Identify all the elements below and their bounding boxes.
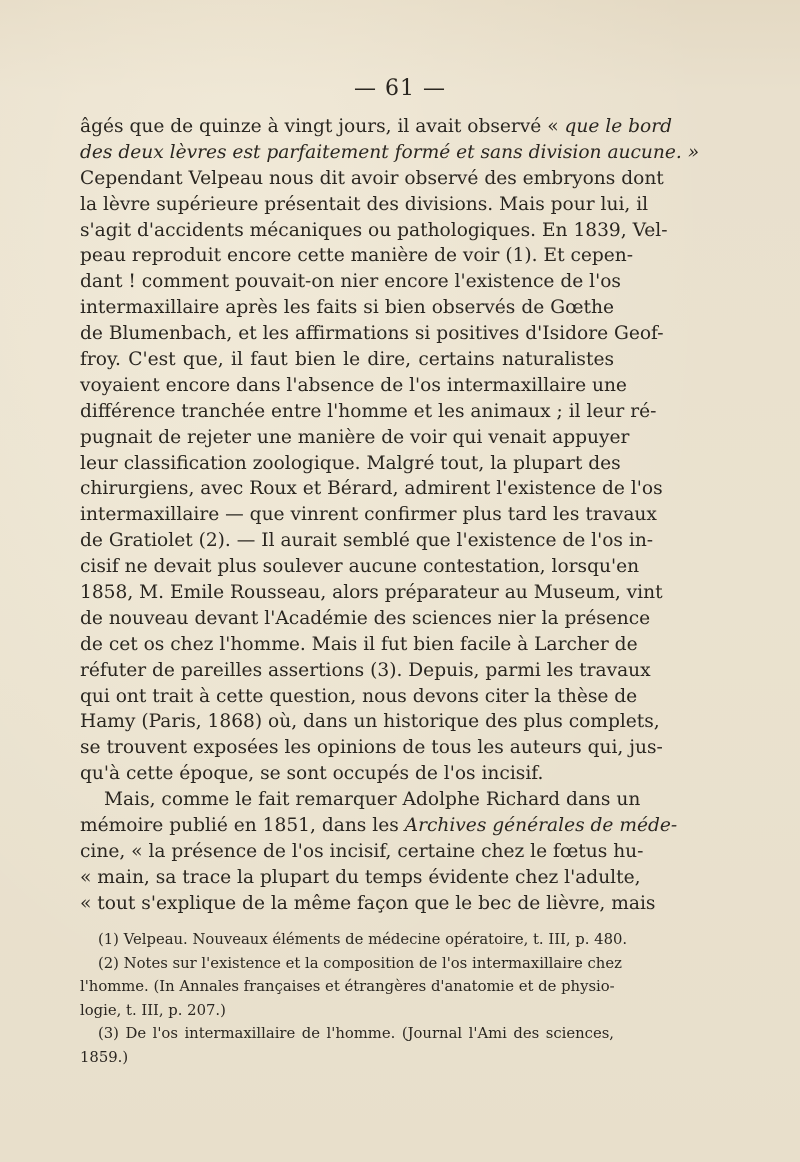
text-line: Hamy (Paris, 1868) où, dans un historique des plus complets,: [80, 711, 660, 733]
italic-segment: des deux lèvres est parfaitement formé et sans division aucune. »: [80, 141, 700, 163]
footnote-2-cont: l'homme. (In Annales françaises et étrangères d'anatomie et de physio-: [80, 978, 615, 996]
text-line: « main, sa trace la plupart du temps évidente chez l'adulte,: [80, 866, 641, 888]
italic-segment: que le bord: [564, 116, 673, 137]
text-line: leur classification zoologique. Malgré tout, la plupart des: [80, 452, 621, 474]
italic-segment: Archives générales de méde-: [404, 815, 678, 837]
text-line: de nouveau devant l'Académie des sciences nier la présence: [80, 607, 651, 629]
footnote-2-end: logie, t. III, p. 207.): [80, 1001, 226, 1019]
text-line: cisif ne devait plus soulever aucune contestation, lorsqu'en: [80, 556, 640, 578]
text-line: différence tranchée entre l'homme et les animaux ; il leur ré-: [80, 400, 657, 422]
text-line: voyaient encore dans l'absence de l'os intermaxillaire une: [80, 374, 627, 396]
text-line: qui ont trait à cette question, nous devons citer la thèse de: [80, 685, 638, 707]
main-text: [80, 114, 700, 917]
footnote-3: (3) De l'os intermaxillaire de l'homme. (Journal l'Ami des sciences,: [98, 1025, 614, 1043]
page-number: — 61 —: [354, 76, 446, 101]
text-line: froy. C'est que, il faut bien le dire, certains naturalistes: [80, 349, 614, 371]
text-line: s'agit d'accidents mécaniques ou pathologiques. En 1839, Vel-: [80, 219, 668, 241]
footnotes: [80, 928, 628, 1070]
text-line: se trouvent exposées les opinions de tous les auteurs qui, jus-: [80, 737, 663, 759]
text-line: Mais, comme le fait remarquer Adolphe Richard dans un: [104, 789, 641, 811]
footnote-1: (1) Velpeau. Nouveaux éléments de médecine opératoire, t. III, p. 480.: [98, 931, 628, 948]
text-line: pugnait de rejeter une manière de voir qui venait appuyer: [80, 426, 630, 448]
text-line: « tout s'explique de la même façon que le bec de lièvre, mais: [80, 892, 656, 914]
text-line: de Gratiolet (2). — Il aurait semblé que l'existence de l'os in-: [80, 530, 654, 552]
text-line: peau reproduit encore cette manière de voir (1). Et cepen-: [80, 245, 634, 267]
footnote-3-end: 1859.): [80, 1048, 129, 1066]
text-line: de cet os chez l'homme. Mais il fut bien facile à Larcher de: [80, 633, 638, 655]
text-segment: âgés que de quinze à vingt jours, il avait observé «: [80, 116, 565, 137]
text-line: dant ! comment pouvait-on nier encore l'existence de l'os: [80, 271, 621, 293]
text-line: chirurgiens, avec Roux et Bérard, admirent l'existence de l'os: [80, 478, 663, 500]
text-line: réfuter de pareilles assertions (3). Depuis, parmi les travaux: [80, 659, 651, 681]
text-line: [80, 140, 700, 166]
text-line: [80, 839, 644, 865]
text-line: Cependant Velpeau nous dit avoir observé des embryons dont: [80, 167, 664, 189]
text-line: 1858, M. Emile Rousseau, alors préparateur au Museum, vint: [80, 582, 663, 604]
text-segment: cine, « la présence de l'os incisif, certaine chez le fœtus hu-: [80, 840, 644, 862]
text-line: intermaxillaire après les faits si bien observés de Gœthe: [80, 297, 614, 319]
text-line: qu'à cette époque, se sont occupés de l'os incisif.: [80, 763, 544, 785]
text-line: intermaxillaire — que vinrent confirmer plus tard les travaux: [80, 504, 657, 526]
footnote-2: (2) Notes sur l'existence et la composition de l'os intermaxillaire chez: [98, 954, 622, 972]
text-line: [80, 813, 678, 839]
text-line: [80, 114, 673, 140]
text-line: la lèvre supérieure présentait des divisions. Mais pour lui, il: [80, 193, 649, 215]
text-segment: mémoire publié en 1851, dans les: [80, 815, 405, 837]
text-line: de Blumenbach, et les affirmations si positives d'Isidore Geof-: [80, 323, 664, 345]
